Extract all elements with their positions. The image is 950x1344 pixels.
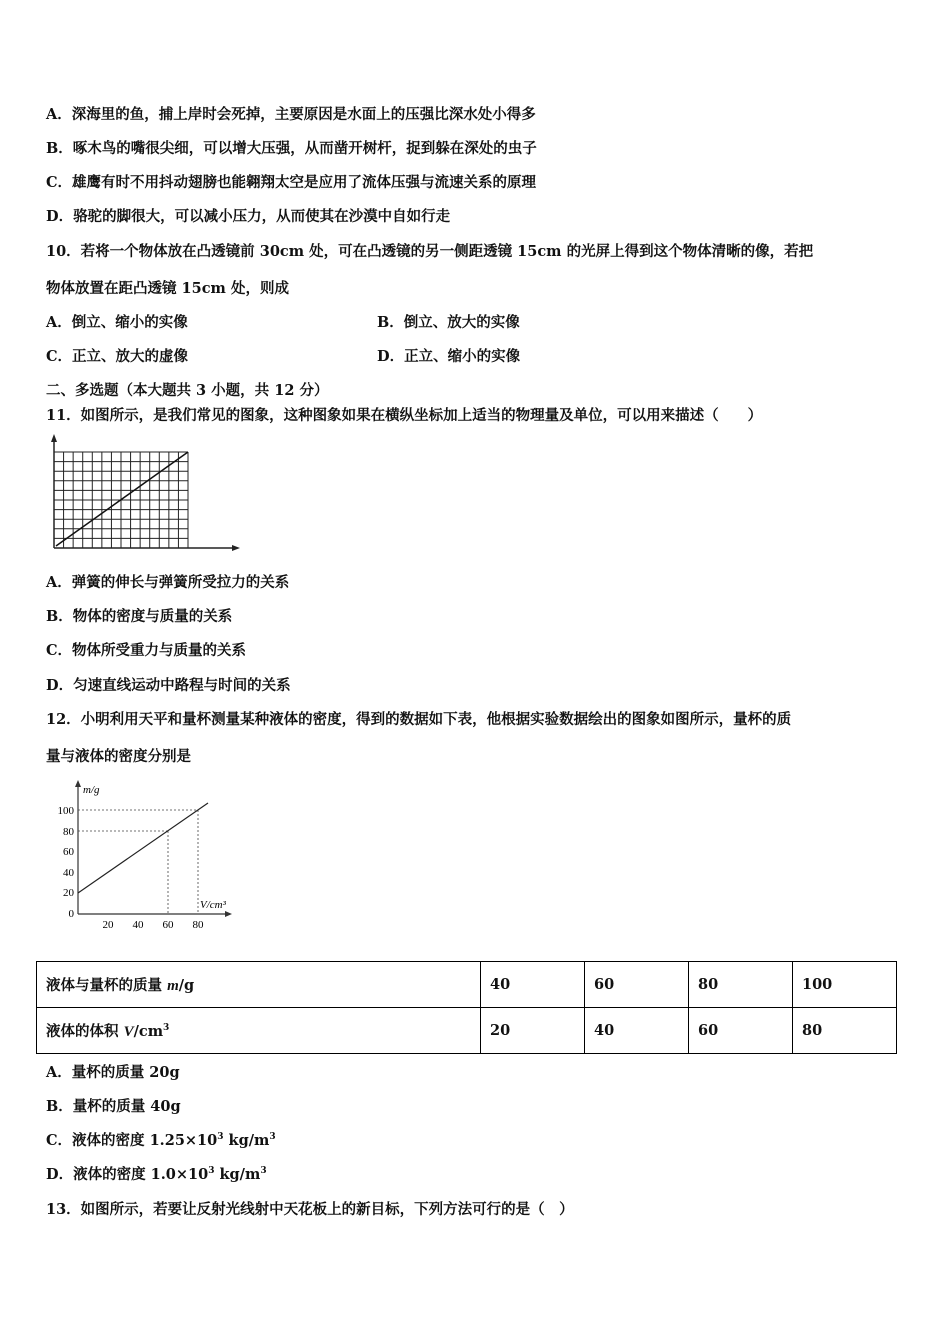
x-axis-label: V/cm³ xyxy=(200,899,226,911)
y-tick-80: 80 xyxy=(63,826,74,838)
table-cell: 80 xyxy=(689,962,793,1008)
y-tick-0: 0 xyxy=(68,908,74,920)
q11-grid-graph xyxy=(44,432,244,556)
q10-stem-line1: 10．若将一个物体放在凸透镜前 30cm 处，可在凸透镜的另一侧距透镜 15cm 的光屏上得到这个物体清晰的像，若把 xyxy=(46,243,814,260)
q12-stem-line1: 12．小明利用天平和量杯测量某种液体的密度，得到的数据如下表，他根据实验数据绘出的图象如图所示，量杯的质 xyxy=(46,711,792,728)
q11-stem: 11．如图所示，是我们常见的图象，这种图象如果在横纵坐标加上适当的物理量及单位，可以用来描述（ ） xyxy=(46,407,763,424)
x-tick-60: 60 xyxy=(162,919,174,931)
q10-option-d: D．正立、缩小的实像 xyxy=(377,348,521,365)
x-tick-20: 20 xyxy=(102,919,114,931)
section-heading: 二、多选题（本大题共 3 小题，共 12 分） xyxy=(46,382,329,399)
q13-stem: 13．如图所示，若要让反射光线射中天花板上的新目标，下列方法可行的是（ ） xyxy=(46,1201,574,1218)
data-line xyxy=(78,803,208,893)
y-axis-label: m/g xyxy=(83,784,100,796)
q10-stem-line2: 物体放置在距凸透镜 15cm 处，则成 xyxy=(46,280,289,297)
q10-option-b: B．倒立、放大的实像 xyxy=(377,314,520,331)
y-axis-arrow xyxy=(75,780,81,787)
table-cell: 40 xyxy=(481,962,585,1008)
q12-stem-line2: 量与液体的密度分别是 xyxy=(46,748,191,765)
q10-option-a: A．倒立、缩小的实像 xyxy=(46,314,188,331)
table-row xyxy=(37,962,897,1008)
table-cell: 40 xyxy=(585,1008,689,1054)
q11-option-d: D．匀速直线运动中路程与时间的关系 xyxy=(46,677,291,694)
q11-option-a: A．弹簧的伸长与弹簧所受拉力的关系 xyxy=(46,574,290,591)
x-axis-arrow xyxy=(225,911,232,917)
table-cell: 20 xyxy=(481,1008,585,1054)
q12-option-c: C．液体的密度 $1.25\times 10^3$ $kg/m^3$ xyxy=(46,1132,276,1149)
q9-option-d: D．骆驼的脚很大，可以减小压力，从而使其在沙漠中自如行走 xyxy=(46,208,451,225)
q9-option-b: B．啄木鸟的嘴很尖细，可以增大压强，从而凿开树杆，捉到躲在深处的虫子 xyxy=(46,140,537,157)
table-cell: 60 xyxy=(585,962,689,1008)
q11-option-b: B．物体的密度与质量的关系 xyxy=(46,608,233,625)
q12-option-d: D．液体的密度 $1.0\times 10^3$ $kg/m^3$ xyxy=(46,1166,267,1183)
q10-option-c: C．正立、放大的虚像 xyxy=(46,348,189,365)
data-table xyxy=(36,961,897,1054)
x-tick-40: 40 xyxy=(132,919,144,931)
y-axis-arrow xyxy=(51,434,57,442)
q11-option-c: C．物体所受重力与质量的关系 xyxy=(46,642,247,659)
q12-mass-volume-graph xyxy=(48,778,248,933)
diagonal-line xyxy=(56,452,188,546)
table-cell: 80 xyxy=(793,1008,897,1054)
q9-option-a: A．深海里的鱼，捕上岸时会死掉，主要原因是水面上的压强比深水处小得多 xyxy=(46,106,536,123)
x-tick-80: 80 xyxy=(192,919,204,931)
y-tick-100: 100 xyxy=(57,805,74,817)
table-cell: 100 xyxy=(793,962,897,1008)
row-label-volume: 液体的体积 $V/cm^3$ xyxy=(37,1008,481,1054)
row-label-mass: 液体与量杯的质量 m/g xyxy=(37,962,481,1008)
q12-option-a: A．量杯的质量 20g xyxy=(46,1064,180,1081)
q9-option-c: C．雄鹰有时不用抖动翅膀也能翱翔太空是应用了流体压强与流速关系的原理 xyxy=(46,174,537,191)
q12-option-b: B．量杯的质量 40g xyxy=(46,1098,181,1115)
table-cell: 60 xyxy=(689,1008,793,1054)
y-tick-20: 20 xyxy=(63,887,74,899)
x-axis-arrow xyxy=(232,545,240,551)
table-row xyxy=(37,1008,897,1054)
y-tick-40: 40 xyxy=(63,867,74,879)
y-tick-60: 60 xyxy=(63,846,74,858)
